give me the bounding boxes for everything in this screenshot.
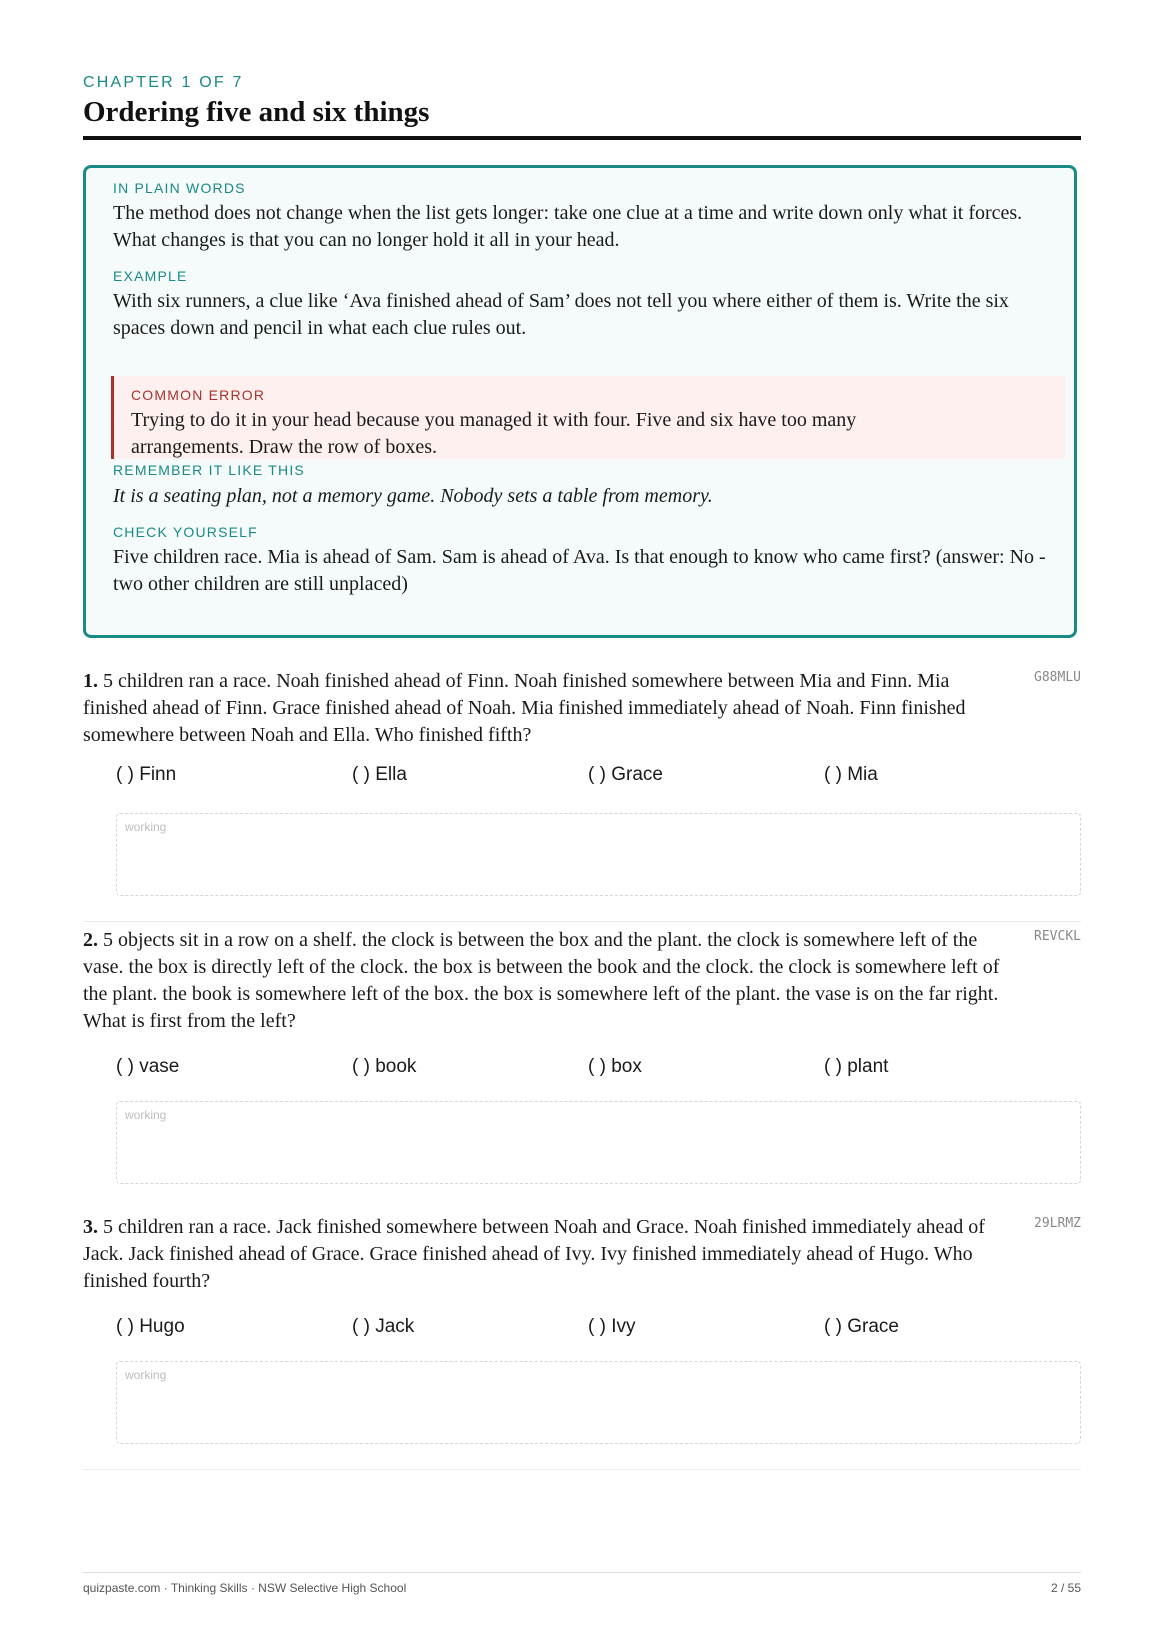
footer-rule [83, 1572, 1081, 1573]
page-number: 2 / 55 [1050, 1581, 1081, 1595]
chapter-label: CHAPTER 1 OF 7 [83, 74, 244, 91]
remember-label: REMEMBER IT LIKE THIS [113, 462, 305, 478]
working-area[interactable] [116, 813, 1081, 896]
question-text [83, 668, 1013, 749]
question-body: 5 objects sit in a row on a shelf. the clock is between the box and the plant. the clock is somewhere left of the vase. the box is directly left of the clock. the box is between the book and the clock. the clock is somewhere left of the plant. the book is somewhere left of the box. the box is somewhere left of the plant. the vase is on the far right. What is first from the left? [83, 929, 1000, 1032]
question-text [83, 927, 1013, 1035]
question-number: 3. [83, 1216, 98, 1238]
option-grace[interactable]: ( ) Grace [588, 764, 663, 785]
option-hugo[interactable]: ( ) Hugo [116, 1316, 185, 1337]
working-label: working [125, 820, 167, 834]
remember-text: It is a seating plan, not a memory game. Nobody sets a table from memory. [113, 485, 713, 507]
option-ivy[interactable]: ( ) Ivy [588, 1316, 636, 1337]
common-error-box [111, 376, 1065, 459]
check-yourself-text: Five children race. Mia is ahead of Sam. Sam is ahead of Ava. Is that enough to know who came first? (answer: No - two other children are still unplaced) [113, 546, 1046, 595]
title-rule [83, 136, 1081, 140]
question-text [83, 1214, 1013, 1295]
option-ella[interactable]: ( ) Ella [352, 764, 407, 785]
question-separator [83, 1469, 1081, 1470]
working-label: working [125, 1368, 167, 1382]
common-error-label: COMMON ERROR [131, 387, 266, 403]
option-grace[interactable]: ( ) Grace [824, 1316, 899, 1337]
working-label: working [125, 1108, 167, 1122]
question-number: 1. [83, 670, 98, 692]
page-title: Ordering five and six things [83, 96, 430, 128]
question-body: 5 children ran a race. Noah finished ahead of Finn. Noah finished somewhere between Mia and Finn. Mia finished ahead of Finn. Grace finished ahead of Noah. Mia finished immediately ahead of Noah. Finn finished somewhere between Noah and Ella. Who finished fifth? [83, 670, 966, 746]
concept-card [83, 165, 1077, 638]
option-plant[interactable]: ( ) plant [824, 1056, 889, 1077]
question-number: 2. [83, 929, 98, 951]
option-finn[interactable]: ( ) Finn [116, 764, 177, 785]
question-code: REVCKL [1034, 929, 1081, 944]
option-vase[interactable]: ( ) vase [116, 1056, 180, 1077]
example-label: EXAMPLE [113, 268, 188, 284]
question-code: 29LRMZ [1034, 1216, 1081, 1231]
plain-words-text: The method does not change when the list gets longer: take one clue at a time and write down only what it forces. What changes is that you can no longer hold it all in your head. [113, 202, 1023, 251]
question-code: G88MLU [1034, 670, 1081, 685]
option-box[interactable]: ( ) box [588, 1056, 642, 1077]
working-area[interactable] [116, 1361, 1081, 1444]
question-body: 5 children ran a race. Jack finished somewhere between Noah and Grace. Noah finished immediately ahead of Jack. Jack finished ahead of Grace. Grace finished ahead of Ivy. Ivy finished immediately ahead of Hugo. Who finished fourth? [83, 1216, 985, 1292]
question-separator [83, 921, 1081, 922]
check-yourself-label: CHECK YOURSELF [113, 524, 258, 540]
option-jack[interactable]: ( ) Jack [352, 1316, 415, 1337]
example-text: With six runners, a clue like ‘Ava finished ahead of Sam’ does not tell you where either of them is. Write the six spaces down and pencil in what each clue rules out. [113, 290, 1009, 339]
footer-source: quizpaste.com · Thinking Skills · NSW Selective High School [83, 1581, 407, 1595]
working-area[interactable] [116, 1101, 1081, 1184]
common-error-text: Trying to do it in your head because you managed it with four. Five and six have too many arrangements. Draw the row of boxes. [131, 409, 857, 458]
option-book[interactable]: ( ) book [352, 1056, 417, 1077]
plain-words-label: IN PLAIN WORDS [113, 180, 246, 196]
option-mia[interactable]: ( ) Mia [824, 764, 878, 785]
